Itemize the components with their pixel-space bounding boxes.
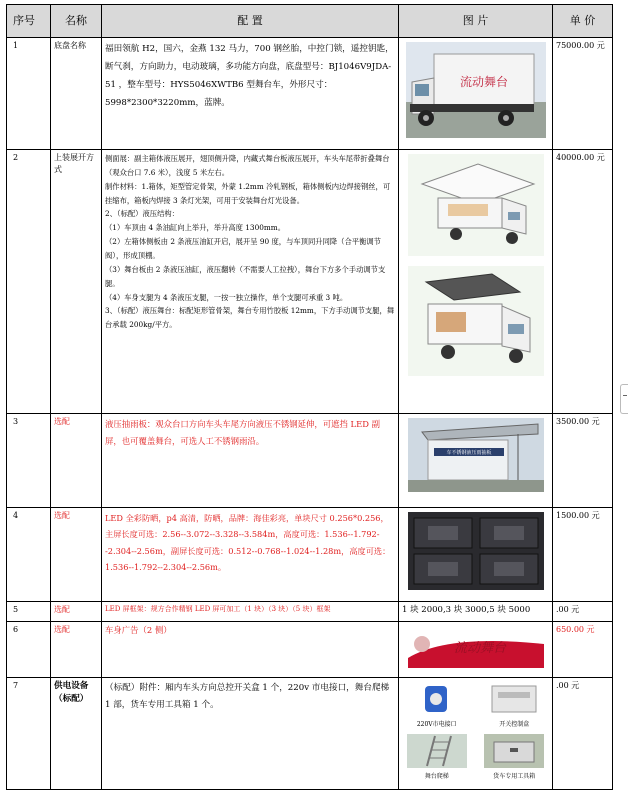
config-line: 侧面展：副主箱体液压展开，翅顶侧升降，内藏式舞台板液压展开，车头车尾带折叠舞台（观众台口 7.6 米），浅度 5 米左右。	[105, 154, 390, 177]
toolbox-photo	[484, 734, 544, 768]
header-name: 名称	[51, 5, 102, 38]
row-number: 4	[7, 508, 51, 602]
header-config: 配 置	[102, 5, 399, 38]
vehicle-ad-banner	[408, 626, 544, 668]
row-name: 选配	[51, 602, 102, 622]
config-line: （2）左箱体侧板由 2 条液压油缸开启，展开呈 90 度，与车顶同升同降（合平衡调节阀），形成顶棚。	[105, 237, 381, 261]
row-name: 底盘名称	[51, 38, 102, 150]
stage-render-closed-image	[408, 266, 544, 376]
accessory-caption: 货车专用工具箱	[493, 773, 536, 781]
table-row	[7, 678, 613, 790]
rain-cover-label: 车不锈钢液压雨抽板	[445, 450, 492, 456]
accessory-item	[401, 734, 473, 782]
row-price: 3500.00 元	[553, 414, 613, 508]
config-table	[6, 4, 613, 790]
config-line: 3、（标配）液压舞台：标配矩形管骨架，舞台专用竹胶板 12mm，下方手动调节支腿，舞台承载 200kg/平方。	[105, 306, 395, 330]
row-number: 6	[7, 622, 51, 678]
config-line: （3）舞台板由 2 条液压油缸，液压翻转（不需要人工拉拽），舞台下方多个手动调节支腿。	[105, 264, 386, 288]
table-row	[7, 414, 613, 508]
truck-ad-text: 流动舞台	[459, 75, 508, 89]
handle-grip-icon	[623, 395, 627, 396]
row-config: LED 全彩防晒，p4 高清，防晒，品牌：海佳彩亮，单块尺寸 0.256*0.256，主屏长度可选：2.56--3.072--3.328--3.584m，高度可选：1.536--1.792--2.304--2.56m，副屏长度可选：0.512--0.768--1.024--1.28m，高度可选：1.536--1.792--2.304--2.56m。	[102, 508, 399, 602]
row-image	[399, 414, 553, 508]
accessory-item	[479, 734, 551, 782]
config-line: 2、（标配）液压结构：	[105, 209, 179, 219]
accessory-item	[479, 682, 551, 730]
accessory-caption: 开关控制盒	[499, 721, 530, 729]
accessory-caption: 220V市电接口	[416, 721, 457, 729]
row-config: 车身广告（2 侧）	[102, 622, 399, 678]
banner-text: 流动舞台	[453, 641, 506, 656]
table-row	[7, 38, 613, 150]
config-line: （4）车身支腿为 4 条液压支腿，一按一独立操作，单个支腿可承重 3 吨。	[105, 292, 348, 302]
row-config: （标配）附件：厢内车头方向总控开关盒 1 个，220v 市电接口，舞台爬梯 1 部，货车专用工具箱 1 个。	[102, 678, 399, 790]
table-row	[7, 622, 613, 678]
header-row	[7, 5, 613, 38]
table-row	[7, 508, 613, 602]
row-image-text: 1 块 2000,3 块 3000,5 块 5000	[399, 602, 553, 622]
config-line: （1）车顶由 4 条油缸向上举升，举升高度 1300mm。	[105, 223, 285, 233]
row-price: .00 元	[553, 602, 613, 622]
row-image	[399, 678, 553, 790]
row-number: 1	[7, 38, 51, 150]
header-no: 序号	[7, 5, 51, 38]
accessory-item	[401, 682, 473, 730]
stage-render-open-image	[408, 154, 544, 256]
table-row	[7, 602, 613, 622]
switch-box-photo	[484, 682, 544, 716]
row-name: 选配	[51, 622, 102, 678]
row-config: 福田领航 H2，国六，金燕 132 马力，700 钢丝胎，中控门锁，遥控钥匙，断气刹，方向助力，电动玻璃，多功能方向盘，底盘型号：BJ1046V9JDA-51 ，整车型号：HYS5046XWTB6 型舞台车，外形尺寸：5998*2300*3220mm，蓝牌。	[102, 38, 399, 150]
accessory-caption: 舞台爬梯	[424, 773, 449, 781]
config-line: 制作材料：1.箱体，矩型管定骨架，外蒙 1.2mm 冷轧钢板，箱体侧板内边焊接钢丝，可挂缩布，箱板内焊接 3 条灯光架，可用于安装舞台灯光设备。	[105, 181, 391, 205]
row-price: 40000.00 元	[553, 150, 613, 414]
header-price: 单 价	[553, 5, 613, 38]
row-config	[102, 150, 399, 414]
row-name: 供电设备（标配）	[51, 678, 102, 790]
row-config: 液压抽雨板：观众台口方向车头车尾方向液压不锈钢延伸，可遮挡 LED 副屏，也可覆盖舞台，可选人工不锈钢雨沿。	[102, 414, 399, 508]
row-image	[399, 150, 553, 414]
row-number: 7	[7, 678, 51, 790]
row-number: 3	[7, 414, 51, 508]
row-config: LED 屏框架：规方合作精钢 LED 屏可加工（1 块）（3 块）（5 块）框架	[102, 602, 399, 622]
row-price: 1500.00 元	[553, 508, 613, 602]
stage-ladder-photo	[407, 734, 467, 768]
stage-truck-photo	[406, 42, 546, 138]
row-image	[399, 508, 553, 602]
power-socket-photo	[407, 682, 467, 716]
header-image: 图 片	[399, 5, 553, 38]
row-price: 75000.00 元	[553, 38, 613, 150]
rain-cover-photo	[408, 418, 544, 492]
row-number: 2	[7, 150, 51, 414]
row-price: 650.00 元	[553, 622, 613, 678]
row-image	[399, 622, 553, 678]
row-image	[399, 38, 553, 150]
table-row	[7, 150, 613, 414]
row-price: .00 元	[553, 678, 613, 790]
row-name: 上装展开方式	[51, 150, 102, 414]
row-name: 选配	[51, 414, 102, 508]
row-name: 选配	[51, 508, 102, 602]
side-scroll-handle[interactable]	[620, 384, 628, 414]
row-number: 5	[7, 602, 51, 622]
led-module-photo	[408, 512, 544, 590]
